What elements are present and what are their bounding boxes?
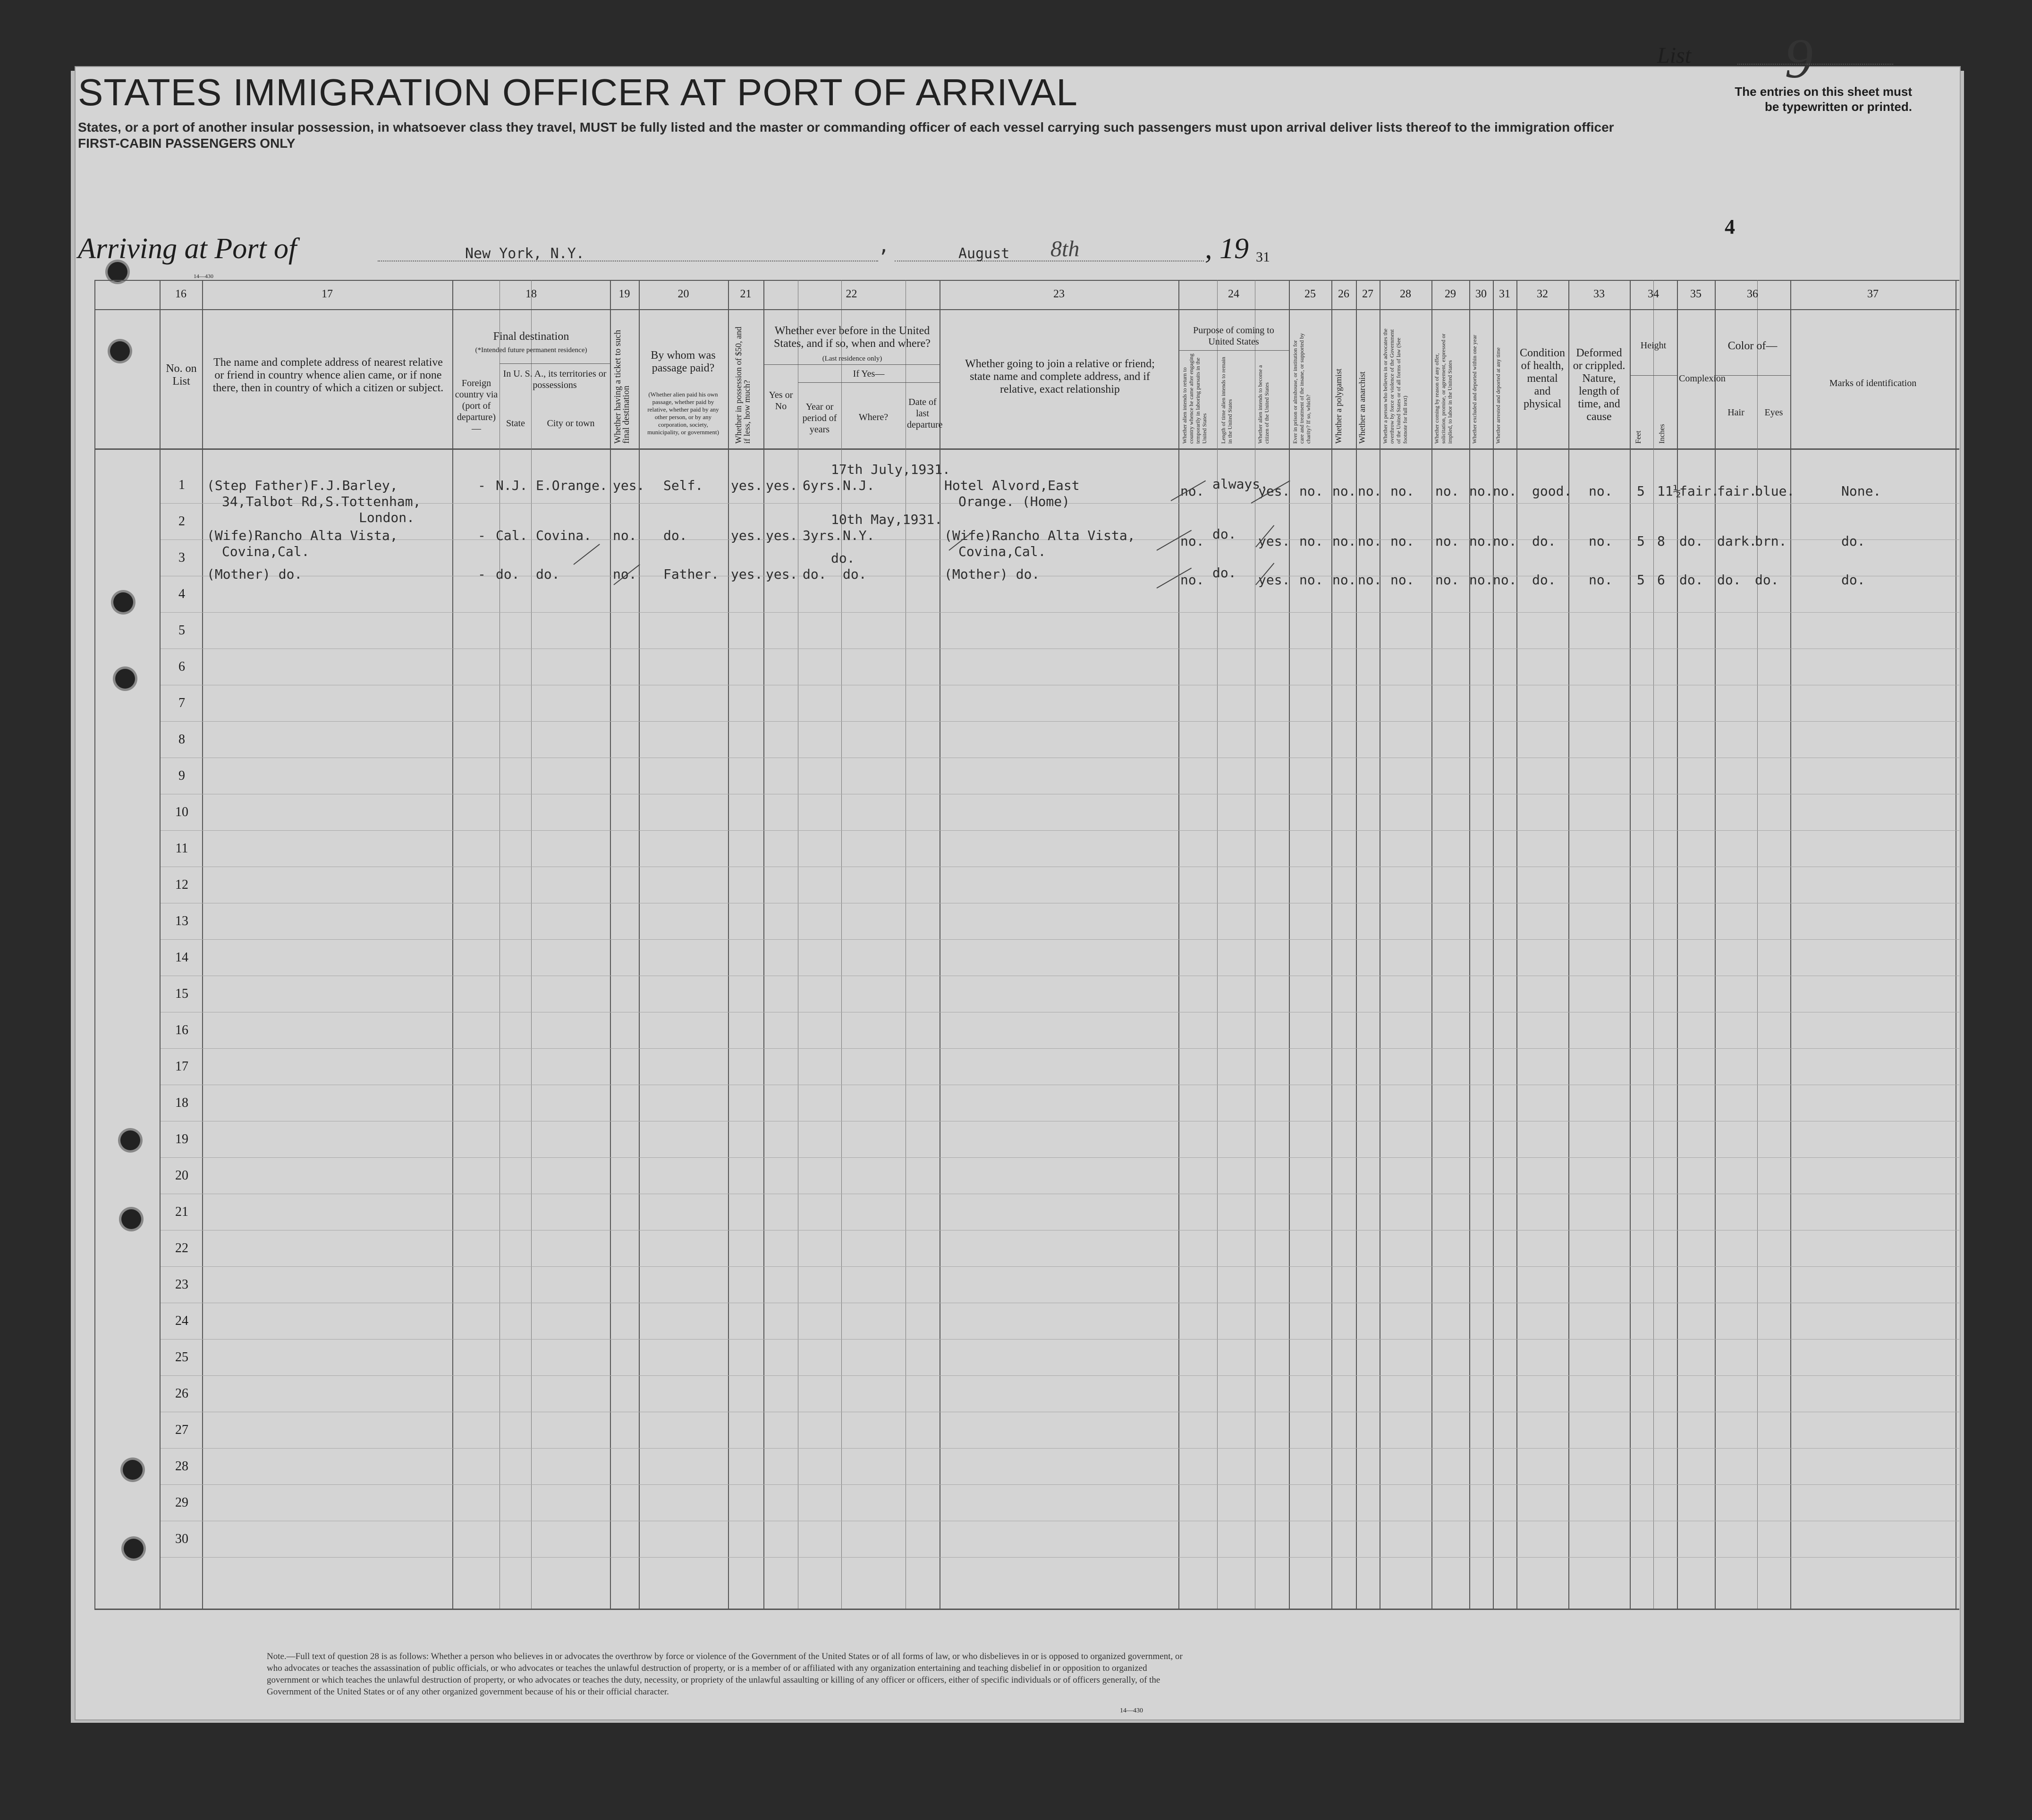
subhdr-rule [763,364,940,365]
binder-hole [113,592,133,612]
colnum: 19 [618,288,630,300]
hdr-purpose-citizen: Whether alien intends to become a citizen of the United States [1257,365,1270,444]
colnum: 21 [740,288,752,300]
table-top-rule [94,280,1959,281]
row-number: 20 [175,1168,188,1183]
hdr-color: Color of— [1727,340,1778,352]
hdr-fifty-dollars: Whether in possession of $50, and if less, how much? [734,327,752,444]
row-number: 12 [175,877,188,892]
row-number: 5 [178,623,185,638]
col-rule [1630,280,1631,1609]
page-number: 4 [1725,215,1735,238]
cell-join-l2: Covina,Cal. [958,544,1046,559]
entries-note [1667,84,1912,114]
row-rule [161,721,1959,722]
hdr-where: Where? [858,412,889,422]
cell-polygamist: no. [1332,572,1356,588]
cell-date: 10th May,1931. [831,512,943,527]
hdr-height: Height [1640,340,1667,351]
cell-arrested: no. [1493,572,1517,588]
row-number: 4 [178,587,185,601]
subhdr-rule [1178,350,1289,351]
cell-where: N.J. [843,478,875,493]
row-number: 26 [175,1386,188,1401]
hdr-foreign-country: Foreign country via (port of departure)— [455,378,498,434]
binder-hole [123,1460,143,1480]
cell-period: do. [803,566,827,582]
year-suffix: 31 [1256,249,1270,265]
cell-relative-l1: (Step Father)F.J.Barley, [207,478,398,493]
cell-p-length: always. [1212,476,1269,492]
cell-complexion: fair. [1679,483,1719,499]
cell-eyes: do. [1755,572,1779,588]
cell-hair: dark. [1717,533,1757,549]
cell-overthrow: no. [1390,533,1414,549]
colnum: 35 [1690,288,1702,300]
hdr-before-in-us: Whether ever before in the United States, and if so, when and where? [774,325,931,350]
instructions [78,119,1614,152]
cell-excluded: no. [1469,572,1493,588]
binder-hole [120,1130,140,1150]
cell-offer: no. [1435,572,1459,588]
row-number: 22 [175,1241,188,1255]
cell-join-l2: Orange. (Home) [958,494,1070,509]
subhdr-rule [500,363,610,364]
subhdr-rule [1715,375,1790,376]
binder-hole [124,1539,144,1559]
cell-offer: no. [1435,483,1459,499]
cell-state: Cal. [496,528,528,543]
cell-paid: Self. [663,478,703,493]
cell-arrested: no. [1493,483,1517,499]
cell-city: E.Orange. [536,478,608,493]
cell-excluded: no. [1469,533,1493,549]
cell-ticket: no. [613,566,637,582]
binder-hole [121,1209,141,1229]
hdr-anarchist: Whether an anarchist [1357,371,1367,444]
colnum: 31 [1499,288,1510,300]
cell-where: N.Y. [843,528,875,543]
cell-fifty: yes. [731,478,763,493]
comma: , [878,235,890,257]
hdr-no-on-list: No. on List [166,362,197,388]
col-rule [1356,280,1357,1609]
row-number: 11 [175,841,188,856]
hdr-ticket: Whether having a ticket to such final destination [613,329,631,444]
colnum: 34 [1648,288,1659,300]
cell-foreign: - [478,566,486,582]
cell-relative-l1: (Wife)Rancho Alta Vista, [207,528,398,543]
cell-inches: 11½ [1657,483,1681,499]
hdr-health: Condition of health, mental and physical [1519,347,1565,410]
colnum: 22 [846,288,857,300]
colnum: 25 [1304,288,1316,300]
cell-prison: no. [1299,533,1323,549]
cell-offer: no. [1435,533,1459,549]
hdr-final-destination: Final destination [493,330,569,343]
hdr-final-destination-sub: (*Intended future permanent residence) [475,346,587,354]
cell-date: 17th July,1931. [831,462,950,477]
hdr-passage-paid-sub: (Whether alien paid his own passage, whether paid by relative, whether paid by any other person, or by any corporation, society, municipality, or government) [647,391,719,436]
entries-note-line: The entries on this sheet must [1735,84,1912,99]
cell-overthrow: no. [1390,572,1414,588]
col-rule [1790,280,1791,1609]
row-number: 17 [175,1059,188,1074]
col-rule [1431,280,1432,1609]
cell-eyes: brn. [1755,533,1787,549]
subhdr-rule [798,382,940,383]
col-rule [1677,280,1678,1609]
cell-foreign: - [478,528,486,543]
form-code: 14—430 [1120,1707,1143,1714]
cell-hair: do. [1717,572,1741,588]
colnum-rule [94,309,1959,310]
cell-prison: no. [1299,483,1323,499]
col-rule [94,280,95,1609]
colnum: 24 [1228,288,1239,300]
colnum: 27 [1362,288,1373,300]
row-number: 24 [175,1314,188,1328]
cell-marks: do. [1841,572,1865,588]
row-rule [161,1157,1959,1158]
footnote: Note.—Full text of question 28 is as follows: Whether a person who believes in or advocates the overthrow by force or violence of the Government of the United States or of all forms of law, or who disbelieves in or is opposed to organized government, or who advocates or teaches the assassination of public officials, or who advocates or teaches the unlawful destruction of property, or is a member of or affiliated with any organization entertaining and teaching disbelief in or opposition to organized government or which teaches the unlawful destruction of property, or who advocates or teaches the duty, necessity, or propriety of the unlawful assaulting or killing of any officer or officers, either of specific individuals or of officers generally, of the Government of the United States or of any other organized government because of his or their official character. [267,1651,1183,1697]
cell-p-return: no. [1180,483,1204,499]
hdr-city: City or town [547,418,595,429]
cell-excluded: no. [1469,483,1493,499]
hdr-join-relative: Whether going to join a relative or friend; state name and complete address, and if relative, exact relationship [965,358,1155,396]
cell-paid: do. [663,528,687,543]
cell-relative-l1: (Mother) do. [207,566,303,582]
cell-complexion: do. [1679,533,1703,549]
table-bottom-rule [94,1609,1959,1610]
cell-state: N.J. [496,478,528,493]
colnum: 16 [175,288,186,300]
colnum: 18 [525,288,537,300]
entries-note-line: be typewritten or printed. [1764,100,1912,114]
row-rule [161,1484,1959,1485]
form-code-top: 14—430 [194,273,213,279]
row-rule [161,1339,1959,1340]
hdr-passage-paid: By whom was passage paid? [651,349,716,374]
col-rule [763,280,764,1609]
hdr-complexion: Complexion [1679,373,1726,384]
hdr-deformed: Deformed or crippled. Nature, length of time, and cause [1573,347,1626,423]
colnum: 29 [1445,288,1456,300]
hdr-overthrow: Whether a person who believes in or advocates the overthrow by force or violence of the Government of the United States or of all forms of law (See footnote for full text) [1382,329,1408,444]
cell-date: do. [831,550,855,566]
col-rule [160,280,161,1609]
cell-feet: 5 [1637,533,1645,549]
hdr-before-sub: (Last residence only) [822,355,882,362]
col-rule [728,280,729,1609]
col-rule [1715,280,1716,1609]
cell-inches: 6 [1657,572,1665,588]
colnum: 23 [1053,288,1065,300]
row-rule [161,1448,1959,1449]
cell-deformed: no. [1589,572,1613,588]
cell-p-citizen: yes. [1258,572,1290,588]
hdr-nearest-relative: The name and complete address of nearest relative or friend in country whence alien came, or if none there, then in country of which a citizen or subject. [212,356,444,394]
row-number: 30 [175,1532,188,1546]
col-rule [1757,280,1758,1609]
cell-fifty: yes. [731,528,763,543]
row-rule [161,1375,1959,1376]
row-number: 2 [178,514,185,529]
instruction-line: FIRST-CABIN PASSENGERS ONLY [78,136,296,151]
cell-health: do. [1532,572,1556,588]
list-label: List [1657,43,1692,68]
subhdr-rule [1630,375,1677,376]
binder-hole [115,669,135,689]
cell-relative-l3: London. [359,510,415,525]
row-rule [161,939,1959,940]
cell-fifty: yes. [731,566,763,582]
cell-complexion: do. [1679,572,1703,588]
row-number: 15 [175,986,188,1001]
row-number: 3 [178,550,185,565]
cell-health: do. [1532,533,1556,549]
row-rule [161,1557,1959,1558]
colnum: 28 [1400,288,1411,300]
cell-feet: 5 [1637,572,1645,588]
cell-prison: no. [1299,572,1323,588]
hdr-inches: Inches [1658,424,1666,444]
row-number: 10 [175,805,188,819]
cell-arrested: no. [1493,533,1517,549]
cell-before: yes. [766,566,798,582]
col-rule [1493,280,1494,1609]
cell-ticket: yes. [613,478,645,493]
cell-foreign: - [478,478,486,493]
cell-inches: 8 [1657,533,1665,549]
cell-overthrow: no. [1390,483,1414,499]
hdr-marks: Marks of identification [1829,378,1917,388]
cell-polygamist: no. [1332,483,1356,499]
cell-p-citizen: yes. [1258,483,1290,499]
instruction-line: States, or a port of another insular possession, in whatsoever class they travel, MUST be fully listed and the master or commanding officer of each vessel carrying such passengers must upon arrival deliver lists thereof to the immigration officer [78,120,1614,135]
colnum: 30 [1475,288,1487,300]
cell-p-return: no. [1180,533,1204,549]
cell-join-l1: Hotel Alvord,East [944,478,1080,493]
cell-marks: None. [1841,483,1881,499]
row-number: 27 [175,1423,188,1437]
col-rule [1568,280,1569,1609]
hdr-offer: Whether coming by reason of any offer, solicitation, promise, or agreement, expressed or implied, to labor in the United States [1433,333,1453,444]
year-prefix-text: 19 [1219,233,1249,265]
colnum: 20 [677,288,689,300]
hdr-arrested: Whether arrested and deported at any time [1495,347,1501,444]
row-rule [161,1266,1959,1267]
col-rule [1516,280,1517,1609]
cell-before: yes. [766,528,798,543]
cell-city: Covina. [536,528,592,543]
col-rule [202,280,203,1609]
row-number: 6 [178,659,185,674]
hdr-eyes: Eyes [1764,407,1783,418]
list-line [1737,64,1893,65]
hdr-usa: In U. S. A., its territories or possessions [503,369,607,390]
hdr-purpose: Purpose of coming to United States [1193,325,1274,347]
hdr-polygamist: Whether a polygamist [1334,369,1343,444]
cell-polygamist: no. [1332,533,1356,549]
hdr-hair: Hair [1727,407,1744,418]
hdr-date-departure: Date of last departure [907,397,943,430]
year-prefix [1205,232,1249,266]
hdr-purpose-return: Whether alien intends to return to country whence he came after engaging temporarily in laboring pursuits in the United States [1181,354,1208,444]
cell-anarchist: no. [1358,483,1382,499]
row-number: 7 [178,696,185,710]
cell-feet: 5 [1637,483,1645,499]
col-rule [1289,280,1290,1609]
cell-hair: fair. [1717,483,1757,499]
header-bottom-rule [94,448,1959,450]
col-rule [1178,280,1179,1609]
port-value: New York, N.Y. [465,245,584,262]
row-rule [161,1048,1959,1049]
colnum: 32 [1537,288,1548,300]
hdr-prison: Ever in prison or almshouse, or institution for care and treatment of the insane, or supported by charity? If so, which? [1292,333,1312,444]
cell-deformed: no. [1589,533,1613,549]
cell-relative-l2: 34,Talbot Rd,S.Tottenham, [222,494,421,509]
cell-p-length: do. [1212,565,1236,581]
row-number: 14 [175,950,188,965]
arriving-label: Arriving at Port of [78,233,297,265]
col-rule [1469,280,1470,1609]
row-number: 16 [175,1023,188,1037]
cell-deformed: no. [1589,483,1613,499]
cell-state: do. [496,566,520,582]
cell-anarchist: no. [1358,533,1382,549]
row-number: 21 [175,1205,188,1219]
row-number: 13 [175,914,188,928]
cell-paid: Father. [663,566,720,582]
cell-ticket: no. [613,528,637,543]
hdr-state: State [506,418,525,429]
binder-hole [110,341,130,361]
row-number: 19 [175,1132,188,1146]
cell-period: 6yrs. [803,478,843,493]
colnum: 17 [322,288,333,300]
row-number: 1 [178,478,185,492]
year-comma: , [1205,233,1219,265]
cell-marks: do. [1841,533,1865,549]
hdr-yes-no: Yes or No [769,390,793,412]
colnum: 36 [1747,288,1758,300]
cell-eyes: blue. [1755,483,1795,499]
row-number: 18 [175,1095,188,1110]
cell-join-l1: (Wife)Rancho Alta Vista, [944,528,1135,543]
row-number: 23 [175,1277,188,1292]
cell-p-length: do. [1212,526,1236,542]
row-rule [161,612,1959,613]
row-number: 8 [178,732,185,747]
row-number: 9 [178,768,185,783]
col-rule [452,280,453,1609]
month-value: August [958,245,1010,262]
colnum: 37 [1867,288,1879,300]
hdr-excluded: Whether excluded and deported within one year [1471,335,1478,444]
cell-health: good. [1532,483,1572,499]
row-number: 25 [175,1350,188,1365]
hdr-feet: Feet [1634,430,1643,444]
colnum: 33 [1593,288,1605,300]
cell-where: do. [843,566,867,582]
col-rule [610,280,611,1609]
hdr-period: Year or period of years [802,402,837,435]
cell-period: 3yrs. [803,528,843,543]
row-rule [161,830,1959,831]
col-rule [1331,280,1332,1609]
col-rule [531,280,532,1609]
page-title: STATES IMMIGRATION OFFICER AT PORT OF ARRIVAL [78,71,1078,113]
cell-p-citizen: yes. [1258,533,1290,549]
colnum: 26 [1338,288,1349,300]
cell-anarchist: no. [1358,572,1382,588]
cell-join-l1: (Mother) do. [944,566,1040,582]
col-rule [1653,280,1654,1609]
cell-p-return: no. [1180,572,1204,588]
hdr-if-yes: If Yes— [853,369,885,379]
hdr-purpose-length: Length of time alien intends to remain in the United States [1220,357,1233,444]
row-number: 29 [175,1495,188,1510]
cell-relative-l2: Covina,Cal. [222,544,310,559]
day-value: 8th [1050,236,1080,261]
cell-city: do. [536,566,560,582]
row-number: 28 [175,1459,188,1474]
list-number: 9 [1785,27,1813,90]
cell-before: yes. [766,478,798,493]
